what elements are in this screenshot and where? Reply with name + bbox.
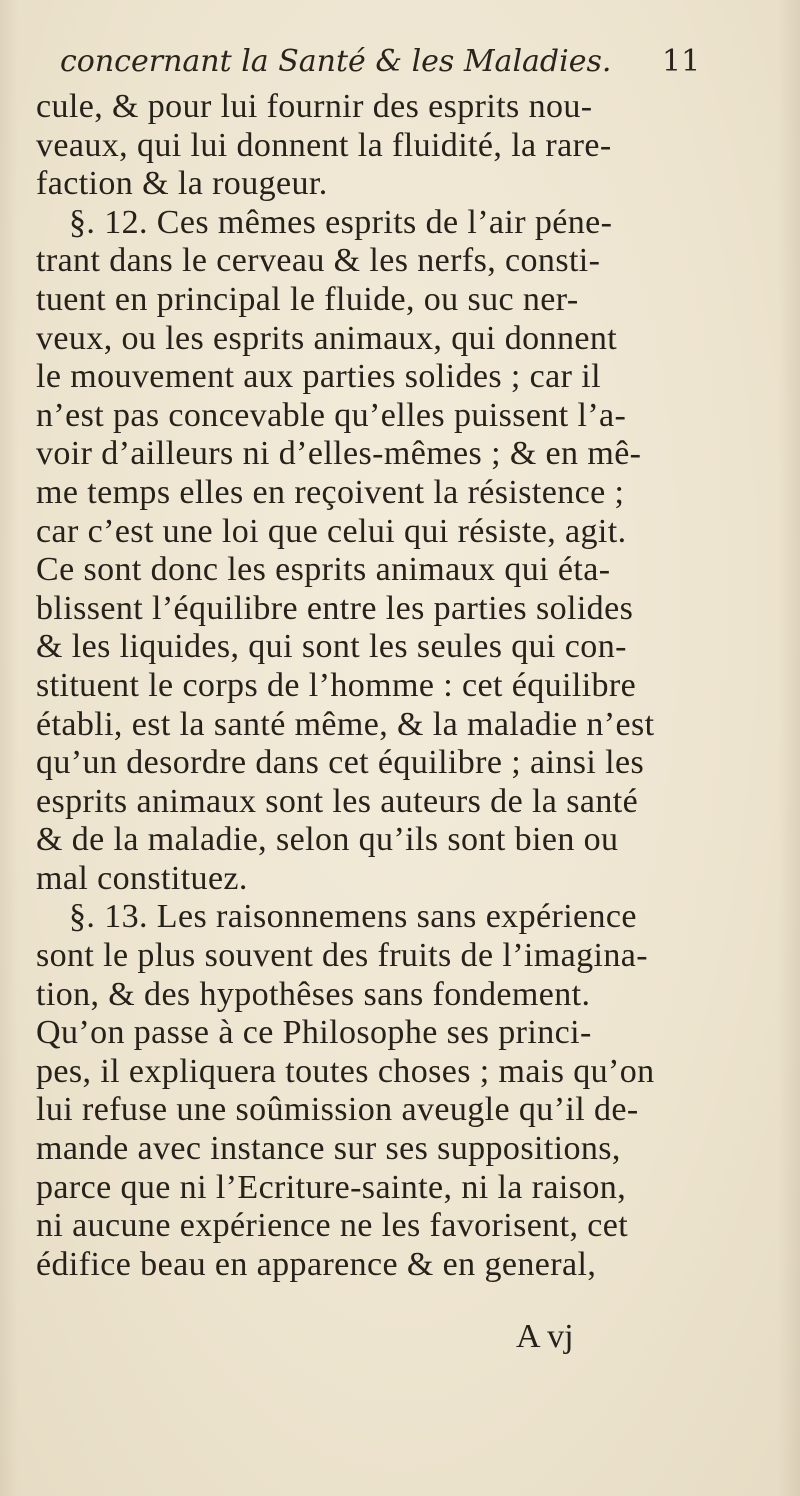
text-line: trant dans le cerveau & les nerfs, consti- <box>36 242 601 280</box>
page-number: 11 <box>662 44 701 79</box>
text-line: tion, & des hypothêses sans fondement. <box>36 975 591 1013</box>
text-line: Ce sont donc les esprits animaux qui éta- <box>36 551 611 589</box>
section-12-start: §. 12. Ces mêmes esprits de l’air péne- <box>69 203 613 241</box>
section-13-start: §. 13. Les raisonnemens sans expérience <box>69 898 637 936</box>
text-line: cule, & pour lui fournir des esprits nou- <box>36 88 593 125</box>
text-line: parce que ni l’Ecriture-sainte, ni la raison, <box>36 1168 627 1206</box>
text-line: pes, il expliquera toutes choses ; mais qu’on <box>36 1052 655 1090</box>
text-line: me temps elles en reçoivent la résistence ; <box>36 473 625 511</box>
text-line: n’est pas concevable qu’elles puissent l’a- <box>36 396 627 434</box>
text-line: ni aucune expérience ne les favorisent, cet <box>36 1207 629 1245</box>
text-line: blissent l’équilibre entre les parties solides <box>36 589 634 627</box>
text-line: veaux, qui lui donnent la fluidité, la rare- <box>36 126 612 164</box>
text-line: qu’un desordre dans cet équilibre ; ainsi les <box>36 744 645 782</box>
text-line: établi, est la santé même, & la maladie n’est <box>36 705 655 743</box>
text-line: car c’est une loi que celui qui résiste, agit. <box>36 512 627 550</box>
running-head-title: concernant la Santé & les Maladies. <box>60 44 612 79</box>
text-line: lui refuse une soûmission aveugle qu’il de- <box>36 1091 639 1129</box>
text-line: faction & la rougeur. <box>36 165 328 203</box>
text-line: édifice beau en apparence & en general, <box>36 1245 597 1283</box>
running-head <box>60 44 700 79</box>
text-line: tuent en principal le fluide, ou suc ner- <box>36 280 579 318</box>
page-left-shadow <box>0 0 18 1496</box>
text-line: & de la maladie, selon qu’ils sont bien ou <box>36 821 619 859</box>
text-line: & les liquides, qui sont les seules qui con- <box>36 628 627 666</box>
text-line: stituent le corps de l’homme : cet équilibre <box>36 666 637 704</box>
text-line: veux, ou les esprits animaux, qui donnent <box>36 319 618 357</box>
text-line: le mouvement aux parties solides ; car il <box>36 358 601 396</box>
text-line: Qu’on passe à ce Philosophe ses princi- <box>36 1014 592 1052</box>
page-edge-shadow <box>778 0 800 1496</box>
text-line: mande avec instance sur ses suppositions, <box>36 1130 621 1168</box>
signature-mark: A vj <box>516 1318 574 1355</box>
text-line: esprits animaux sont les auteurs de la santé <box>36 782 639 820</box>
text-line: voir d’ailleurs ni d’elles-mêmes ; & en mê- <box>36 435 642 473</box>
body-text <box>36 88 726 1284</box>
text-line: sont le plus souvent des fruits de l’imagina- <box>36 937 648 975</box>
text-line: mal constituez. <box>36 859 248 897</box>
